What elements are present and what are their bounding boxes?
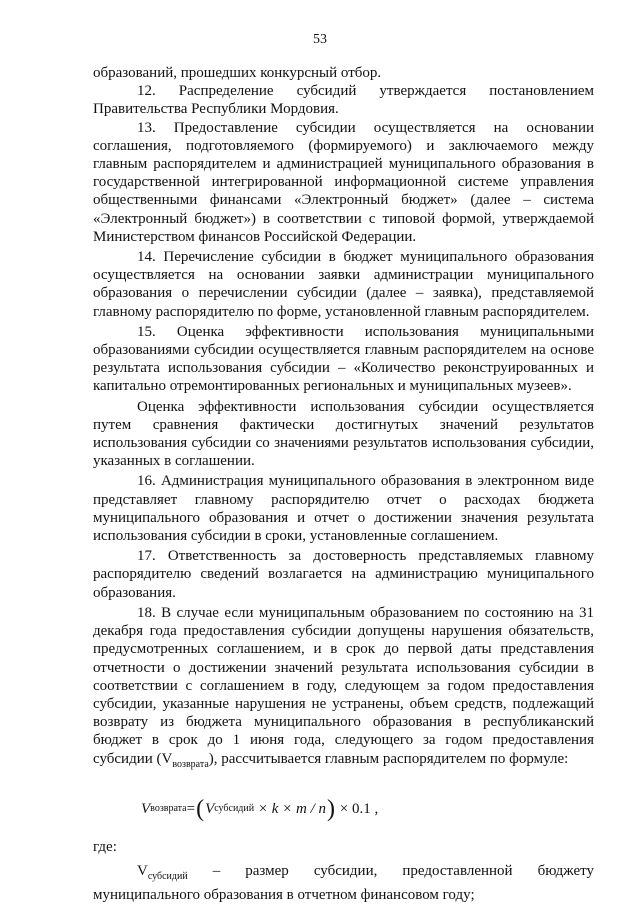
paragraph-15: 15. Оценка эффективности использования муниципальными образованиями субсидии осуществляется главным распорядителем на основе результата использования субсидии – «Количество реконструированных и капитально отремонтированных региональных и муниципальных музеев». <box>93 323 594 395</box>
paragraph-15-evaluation: Оценка эффективности использования субсидии осуществляется путем сравнения фактически достигнутых значений результатов использования субсидии со значениями результатов использования субсидии, указанных в соглашении. <box>93 398 594 470</box>
formula-open-paren: ( <box>196 795 205 822</box>
document-body <box>93 64 594 904</box>
paragraph-12: 12. Распределение субсидий утверждается постановлением Правительства Республики Мордовия. <box>93 83 594 118</box>
formula-v-sub: субсидий <box>214 802 255 814</box>
paragraph-13: 13. Предоставление субсидии осуществляется на основании соглашения, подготовляемого (формируемого) и заключаемого между главным распорядителем и администрацией муниципального образования в государственной интегрированной информационной системе управления общественными финансами «Электронный бюджет» (далее – система «Электронный бюджет») в соответствии с типовой формой, утверждаемой Министерством финансов Российской Федерации. <box>93 119 594 245</box>
formula-tail: × 0.1 , <box>336 800 379 817</box>
paragraph-17: 17. Ответственность за достоверность представляемых главному распорядителю сведений возлагается на администрацию муниципального образования. <box>93 548 594 601</box>
formula-lhs-sub: возврата <box>150 802 187 814</box>
definition-v-subsidy: $V_{субсидий}$ – размер субсидии, предоставленной бюджету муниципального образования в отчетном финансовом году; <box>93 862 594 904</box>
formula <box>141 794 594 824</box>
paragraph-14: 14. Перечисление субсидии в бюджет муниципального образования осуществляется на основании заявки администрации муниципального образования о перечислении субсидии (далее – заявка), представляемой главному распорядителю по форме, установленной главным распорядителем. <box>93 249 594 320</box>
where-label: где: <box>93 838 117 855</box>
formula-close-paren: ) <box>327 795 335 822</box>
formula-mid: × k × m / n <box>254 800 326 817</box>
paragraph-16: 16. Администрация муниципального образования в электронном виде представляет главному распорядителю отчет о расходах бюджета муниципального образования и отчет о достижении значения результата использования субсидии в сроки, установленные соглашением. <box>93 473 594 545</box>
subscript-subsidy: субсидий <box>147 870 188 882</box>
paragraph-18: 18. В случае если муниципальным образованием по состоянию на 31 декабря года предоставления субсидии допущены нарушения обязательств, предусмотренных соглашением, и в срок до первой даты представления отчетности о достижении значений результата использования субсидии в соответствии с соглашением в году, следующем за годом предоставления субсидии, указанные нарушения не устранены, объем средств, подлежащий возврату из бюджета муниципального образования в республиканский бюджет в срок до 1 июня года, следующего за годом предоставления субсидии $(V_{возврата})$, рассчитывается главным распорядителем по формуле: <box>93 604 594 770</box>
formula-equals: = <box>186 800 196 817</box>
formula-lhs: V <box>141 800 151 817</box>
subscript-vozvrata: возврата <box>172 758 209 770</box>
page-number: 53 <box>313 32 327 47</box>
paragraph-continuation: образований, прошедших конкурсный отбор. <box>93 65 382 81</box>
formula-v: V <box>205 800 215 817</box>
